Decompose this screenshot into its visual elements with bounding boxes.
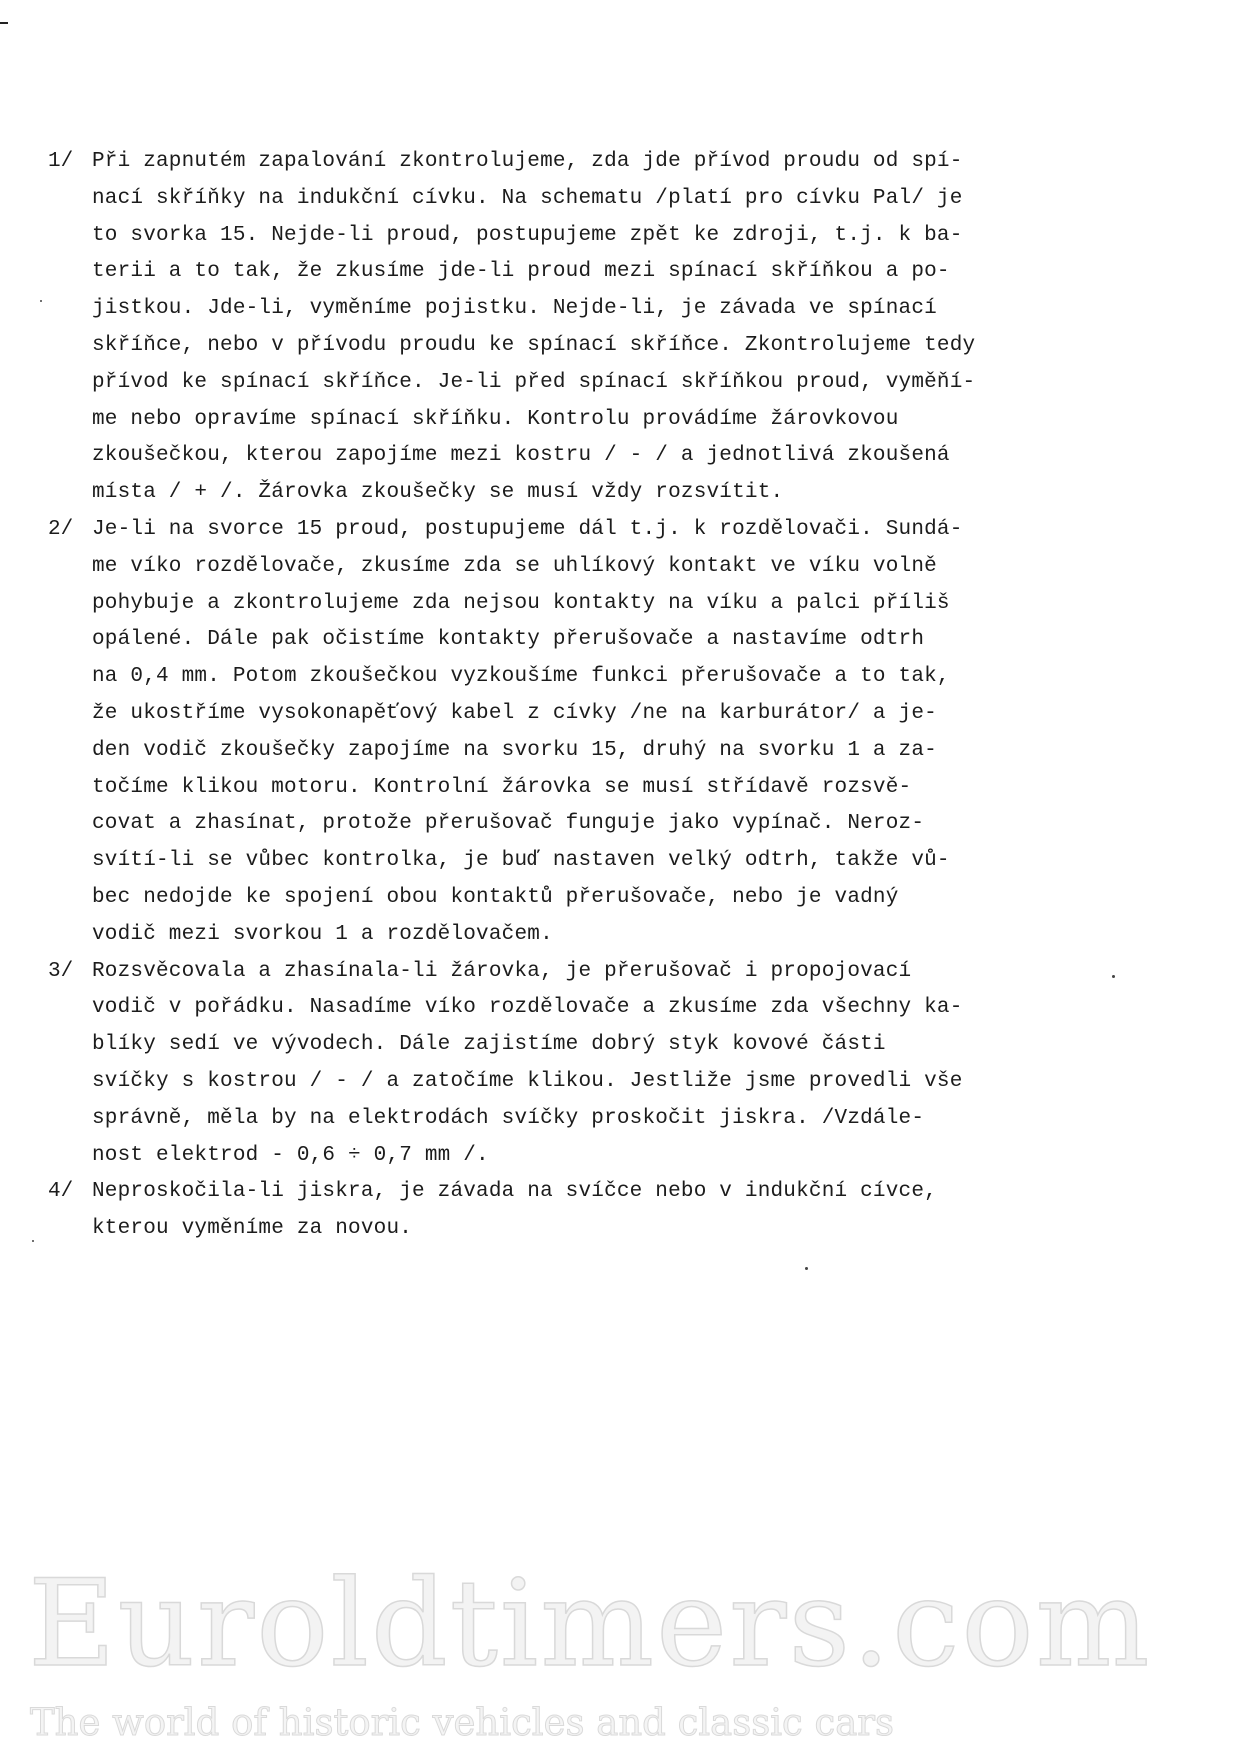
text-line: terii a to tak, že zkusíme jde-li proud mezi spínací skříňkou a po- [92,260,950,284]
text-line: vodič v pořádku. Nasadíme víko rozdělovače a zkusíme zda všechny ka- [92,996,963,1020]
paragraph-number: 1/ [48,150,74,173]
scan-speck [805,1267,808,1270]
text-line: že ukostříme vysokonapěťový kabel z cívky /ne na karburátor/ a je- [92,701,937,725]
paragraph-number: 4/ [48,1180,74,1204]
text-line: skříňce, nebo v přívodu proudu ke spínací skříňce. Zkontrolujeme tedy [92,333,976,357]
scan-speck [1112,975,1115,978]
paragraph-body [92,954,1098,1175]
scan-speck [40,300,42,302]
text-line: přívod ke spínací skříňce. Je-li před spínací skříňkou proud, vyměňí- [92,370,976,394]
text-line: Neproskočila-li jiskra, je závada na svíčce nebo v indukční cívce, [92,1180,937,1204]
text-line: bec nedojde ke spojení obou kontaktů přerušovače, nebo je vadný [92,885,899,909]
text-line: me nebo opravíme spínací skříňku. Kontrolu provádíme žárovkovou [92,407,899,431]
watermark-subtitle: The world of historic vehicles and classic cars [30,1701,894,1744]
text-line: pohybuje a zkontrolujeme zda nejsou kontakty na víku a palci příliš [92,591,950,615]
paragraph-body [92,1174,1098,1248]
text-line: nost elektrod - 0,6 ÷ 0,7 mm /. [92,1143,489,1167]
text-line: kterou vyměníme za novou. [92,1217,413,1241]
text-line: nací skříňky na indukční cívku. Na schematu /platí pro cívku Pal/ je [92,186,963,210]
paragraph-body [92,512,1098,954]
text-line: opálené. Dále pak očistíme kontakty přerušovače a nastavíme odtrh [92,628,925,652]
paragraph-1 [48,144,1098,512]
text-line: vodič mezi svorkou 1 a rozdělovačem. [92,922,553,946]
text-line: to svorka 15. Nejde-li proud, postupujeme zpět ke zdroji, t.j. k ba- [92,223,963,247]
text-line: svíčky s kostrou / - / a zatočíme klikou. Jestliže jsme provedli vše [92,1069,963,1093]
text-line: blíky sedí ve vývodech. Dále zajistíme dobrý styk kovové části [92,1033,886,1057]
text-line: svítí-li se vůbec kontrolka, je buď nastaven velký odtrh, takže vů- [92,849,950,873]
text-line: jistkou. Jde-li, vyměníme pojistku. Nejde-li, je závada ve spínací [92,297,937,321]
text-line: místa / + /. Žárovka zkoušečky se musí vždy rozsvítit. [92,481,784,505]
text-line: na 0,4 mm. Potom zkoušečkou vyzkoušíme funkci přerušovače a to tak, [92,665,950,689]
scan-corner-mark [0,22,8,24]
text-line: správně, měla by na elektrodách svíčky proskočit jiskra. /Vzdále- [92,1106,925,1130]
paragraph-4 [48,1174,1098,1248]
paragraph-3 [48,954,1098,1175]
paragraph-2 [48,512,1098,954]
text-line: Je-li na svorce 15 proud, postupujeme dál t.j. k rozdělovači. Sundá- [92,517,963,541]
paragraph-body [92,144,1098,512]
typed-text-block [48,144,1098,1248]
paragraph-number: 2/ [48,517,74,541]
watermark-title: Euroldtimers.com [28,1555,1152,1694]
text-line: Rozsvěcovala a zhasínala-li žárovka, je přerušovač i propojovací [92,959,912,983]
paragraph-number: 3/ [48,959,74,983]
text-line: covat a zhasínat, protože přerušovač funguje jako vypínač. Neroz- [92,812,925,836]
text-line: me víko rozdělovače, zkusíme zda se uhlíkový kontakt ve víku volně [92,554,937,578]
scan-speck [32,1240,34,1242]
text-line: točíme klikou motoru. Kontrolní žárovka se musí střídavě rozsvě- [92,775,912,799]
text-line: Při zapnutém zapalování zkontrolujeme, zda jde přívod proudu od spí- [92,150,963,173]
text-line: zkoušečkou, kterou zapojíme mezi kostru / - / a jednotlivá zkoušená [92,444,950,468]
watermark [28,1555,1228,1745]
text-line: den vodič zkoušečky zapojíme na svorku 15, druhý na svorku 1 a za- [92,738,937,762]
